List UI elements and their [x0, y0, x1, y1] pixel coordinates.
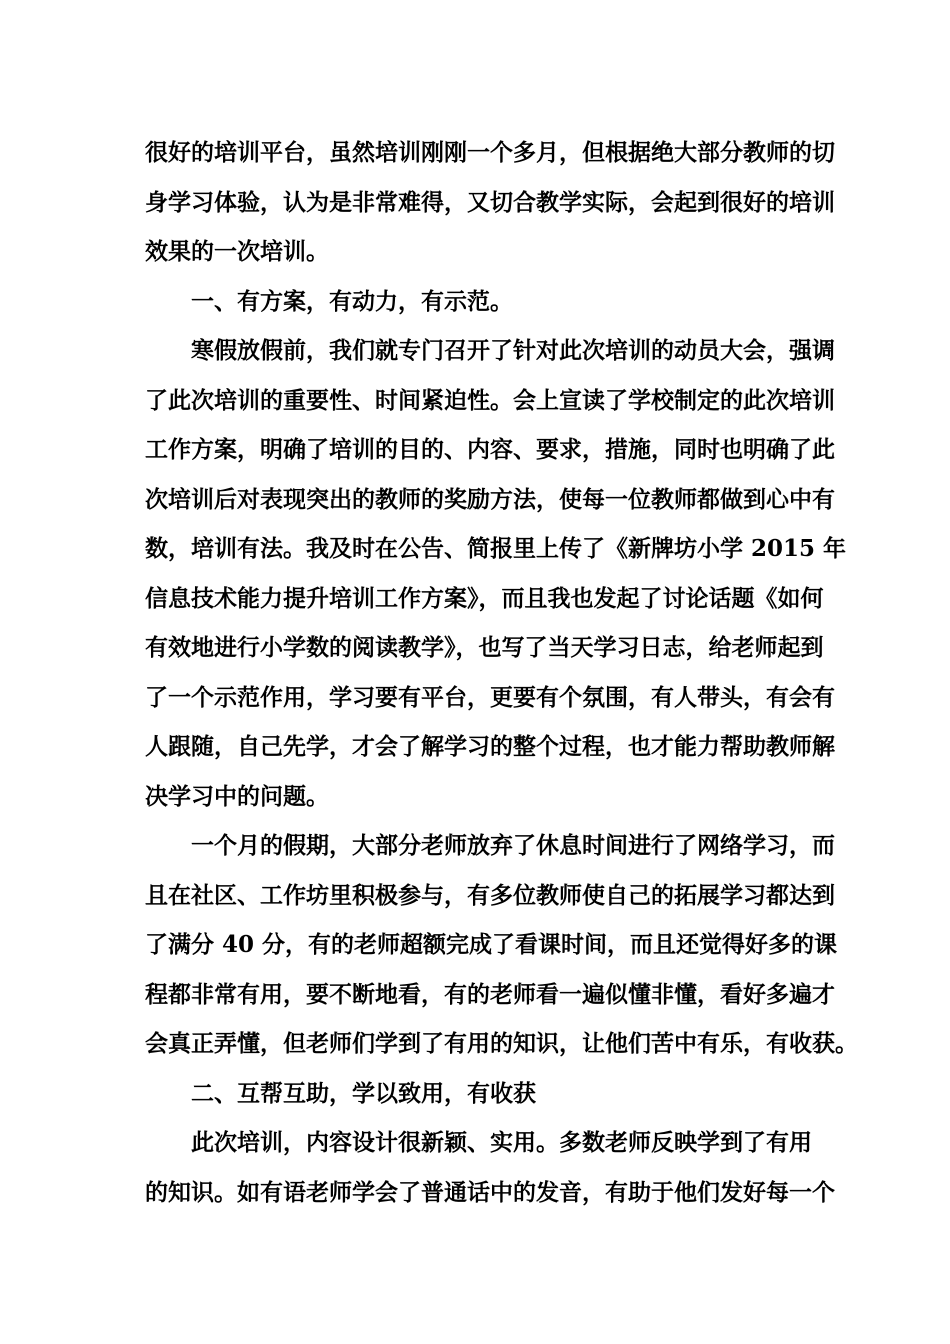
paragraph-start-line: 寒假放假前，我们就专门召开了针对此次培训的动员大会，强调 — [191, 337, 835, 364]
text-line: 工作方案，明确了培训的目的、内容、要求，措施，同时也明确了此 — [145, 436, 835, 463]
text-line: 了满分 40 分，有的老师超额完成了看课时间，而且还觉得好多的课 — [145, 931, 838, 958]
text-line: 数，培训有法。我及时在公告、简报里上传了《新牌坊小学 2015 年 — [145, 535, 847, 562]
text-line: 信息技术能力提升培训工作方案》，而且我也发起了讨论话题《如何 — [145, 584, 824, 612]
text-line: 决学习中的问题。 — [145, 782, 329, 810]
text-line: 了此次培训的重要性、时间紧迫性。会上宣读了学校制定的此次培训 — [145, 386, 835, 414]
text-line: 次培训后对表现突出的教师的奖励方法，使每一位教师都做到心中有 — [145, 485, 835, 513]
text-line: 了一个示范作用，学习要有平台，更要有个氛围，有人带头，有会有 — [145, 683, 835, 711]
paragraph-start-line: 一、有方案，有动力，有示范。 — [191, 287, 513, 315]
text-line: 会真正弄懂，但老师们学到了有用的知识，让他们苦中有乐，有收获。 — [145, 1030, 858, 1057]
text-line: 程都非常有用，要不断地看，有的老师看一遍似懂非懂，看好多遍才 — [145, 980, 835, 1008]
text-line: 人跟随，自己先学，才会了解学习的整个过程，也才能力帮助教师解 — [145, 733, 835, 760]
paragraph-start-line: 一个月的假期，大部分老师放弃了休息时间进行了网络学习，而 — [191, 832, 835, 859]
text-line: 身学习体验，认为是非常难得，又切合教学实际，会起到很好的培训 — [145, 188, 835, 216]
paragraph-start-line: 二、互帮互助，学以致用，有收获 — [191, 1079, 536, 1107]
text-line: 的知识。如有语老师学会了普通话中的发音，有助于他们发好每一个 — [145, 1178, 835, 1206]
text-line: 且在社区、工作坊里积极参与，有多位教师使自己的拓展学习都达到 — [145, 881, 835, 909]
text-line: 很好的培训平台，虽然培训刚刚一个多月，但根据绝大部分教师的切 — [145, 139, 835, 166]
paragraph-start-line: 此次培训，内容设计很新颖、实用。多数老师反映学到了有用 — [191, 1129, 812, 1156]
text-line: 效果的一次培训。 — [145, 238, 329, 265]
document-body — [145, 128, 858, 1217]
text-line: 有效地进行小学数的阅读教学》，也写了当天学习日志，给老师起到 — [145, 634, 824, 661]
